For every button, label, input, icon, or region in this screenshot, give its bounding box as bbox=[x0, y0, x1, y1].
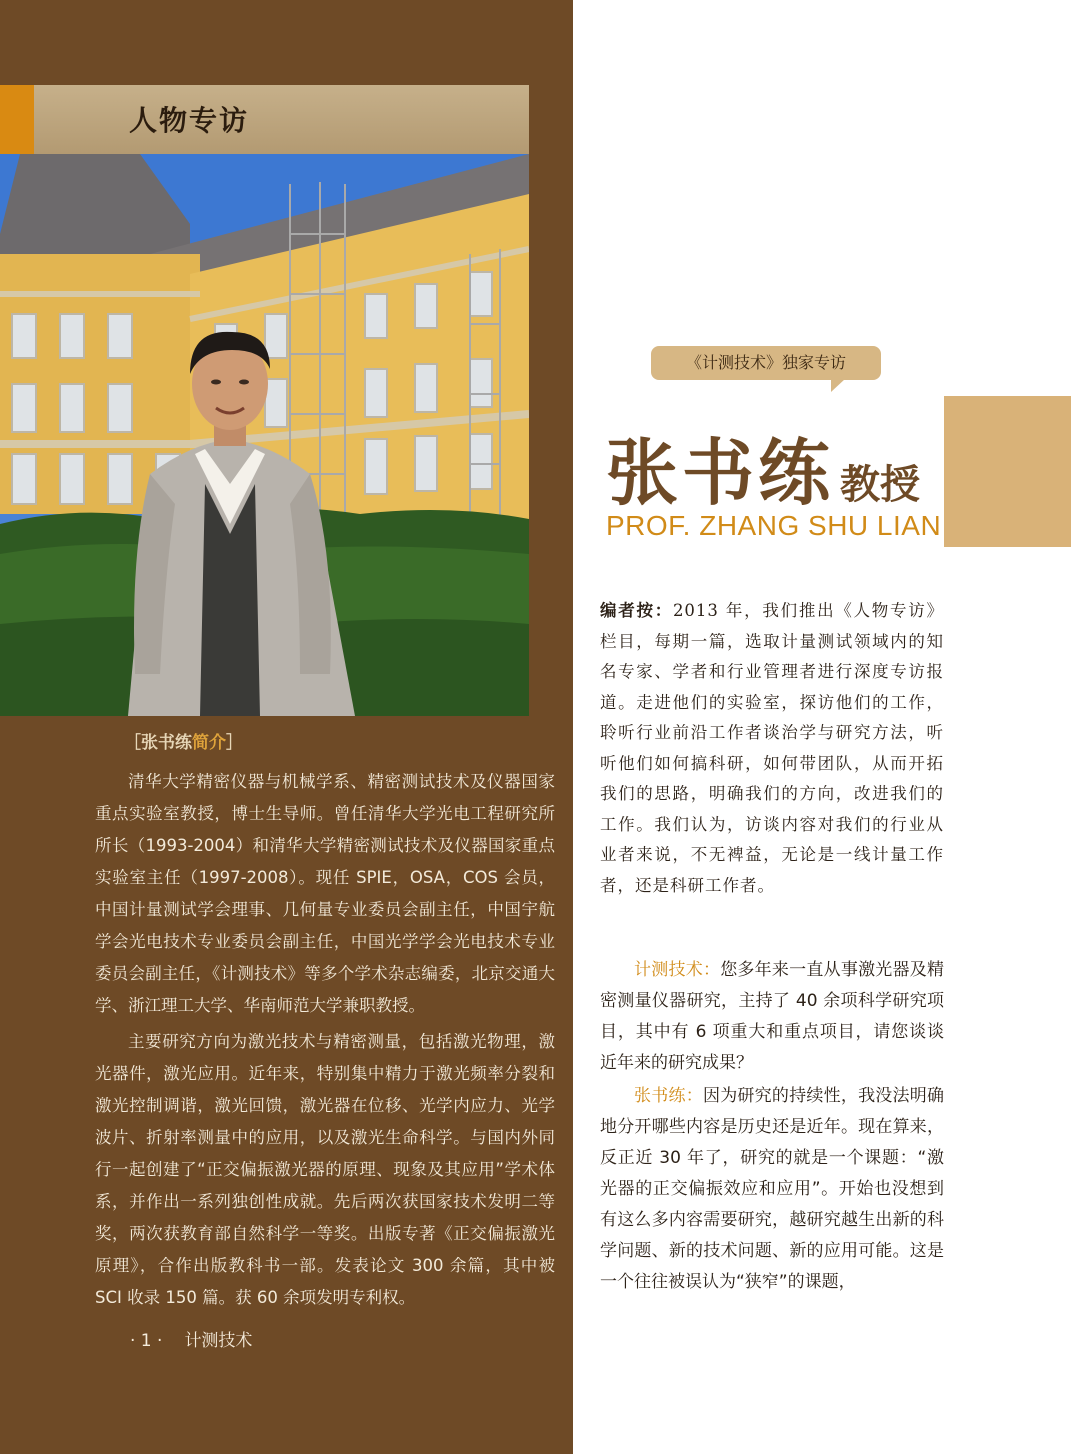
interviewee-name: 张书练 bbox=[606, 431, 835, 515]
interview-qa bbox=[600, 955, 944, 1298]
question-label: 计测技术： bbox=[634, 960, 721, 980]
interviewee-name-english: PROF. ZHANG SHU LIAN bbox=[606, 510, 942, 541]
intro-heading: ［张书练简介］ bbox=[124, 733, 243, 753]
editor-note bbox=[600, 596, 944, 901]
answer-text: 因为研究的持续性，我没法明确地分开哪些内容是历史还是近年。现在算来，反正近 30 年了，研究的就是一个课题：“激光器的正交偏振效应和应用”。开始也没想到有这么多内容需要研究，越研究越生出新的科学问题、新的技术问题、新的应用可能。这是一个往往被误认为“狭窄”的课题， bbox=[600, 1086, 945, 1292]
answer-paragraph bbox=[600, 1081, 944, 1298]
biography-text bbox=[95, 766, 555, 1314]
section-header-band bbox=[34, 85, 529, 154]
exclusive-interview-tag: 《计测技术》独家专访 bbox=[651, 346, 881, 380]
portrait-photo bbox=[0, 154, 529, 716]
editor-note-label: 编者按： bbox=[600, 601, 673, 620]
page-footer bbox=[130, 1326, 252, 1351]
accent-block bbox=[944, 396, 1071, 547]
page-number: · 1 · bbox=[130, 1331, 163, 1351]
interviewee-rank: 教授 bbox=[840, 462, 921, 508]
journal-name: 计测技术 bbox=[184, 1331, 253, 1351]
interviewee-title bbox=[606, 415, 920, 519]
intro-heading-name: 张书练 bbox=[141, 733, 192, 753]
section-title: 人物专访 bbox=[129, 104, 250, 137]
editor-note-text: 2013 年，我们推出《人物专访》栏目，每期一篇，选取计量测试领域内的知名专家、学者和行业管理者进行深度专访报道。走进他们的实验室，探访他们的工作，聆听行业前沿工作者谈治学与研究方法，听听他们如何搞科研，如何带团队，从而开拓我们的思路，明确我们的方向，改进我们的工作。我们认为，访谈内容对我们的行业从业者来说，不无裨益，无论是一线计量工作者，还是科研工作者。 bbox=[600, 601, 944, 895]
bio-paragraph: 清华大学精密仪器与机械学系、精密测试技术及仪器国家重点实验室教授，博士生导师。曾任清华大学光电工程研究所所长（1993-2004）和清华大学精密测试技术及仪器国家重点实验室主任（1997-2008）。现任 SPIE，OSA，COS 会员，中国计量测试学会理事、几何量专业委员会副主任，中国宇航学会光电技术专业委员会副主任，中国光学学会光电技术专业委员会副主任，《计测技术》等多个学术杂志编委，北京交通大学、浙江理工大学、华南师范大学兼职教授。 bbox=[95, 772, 555, 1015]
answer-label: 张书练： bbox=[634, 1086, 703, 1106]
section-marker bbox=[0, 85, 34, 154]
bio-paragraph: 主要研究方向为激光技术与精密测量，包括激光物理，激光器件，激光应用。近年来，特别集中精力于激光频率分裂和激光控制调谐，激光回馈，激光器在位移、光学内应力、光学波片、折射率测量中的应用，以及激光生命科学。与国内外同行一起创建了“正交偏振激光器的原理、现象及其应用”学术体系，并作出一系列独创性成就。先后两次获国家技术发明二等奖，两次获教育部自然科学一等奖。出版专著《正交偏振激光原理》，合作出版教科书一部。发表论文 300 余篇，其中被 SCI 收录 150 篇。获 60 余项发明专利权。 bbox=[95, 1032, 555, 1307]
question-paragraph bbox=[600, 955, 944, 1079]
question-text: 您多年来一直从事激光器及精密测量仪器研究，主持了 40 余项科学研究项目，其中有 6 项重大和重点项目，请您谈谈近年来的研究成果？ bbox=[600, 960, 945, 1073]
intro-heading-label: 简介 bbox=[192, 733, 226, 753]
